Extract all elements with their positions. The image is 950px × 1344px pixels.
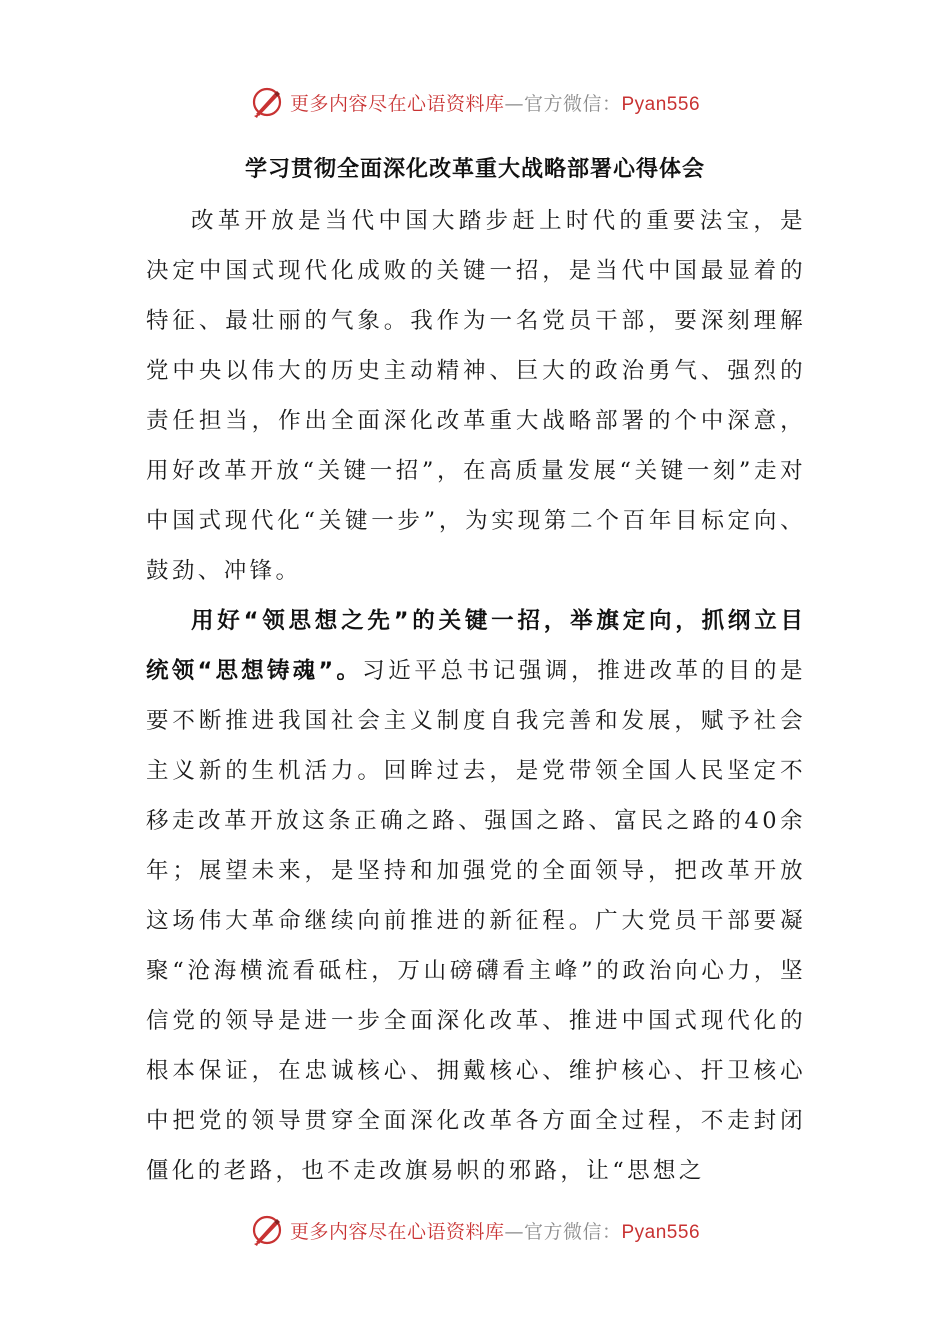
document-title: 学习贯彻全面深化改革重大战略部署心得体会 bbox=[244, 157, 705, 182]
footer-wechat-label: 官方微信： bbox=[523, 1220, 622, 1243]
header-dash: — bbox=[504, 92, 524, 115]
paragraph-1: 改革开放是当代中国大踏步赶上时代的重要法宝，是决定中国式现代化成败的关键一招，是当代中国最显着的特征、最壮丽的气象。我作为一名党员干部，要深刻理解党中央以伟大的历史主动精神、巨大的政治勇气、强烈的责任担当，作出全面深化改革重大战略部署的个中深意，用好改革开放“关键一招”，在高质量发展“关键一刻”走对中国式现代化“关键一步”，为实现第二个百年目标定向、鼓劲、冲锋。 bbox=[146, 208, 806, 584]
header-wechat-id: Pyan556 bbox=[621, 93, 701, 115]
footer-wechat-id: Pyan556 bbox=[621, 1221, 701, 1243]
paragraph-2-body: 习近平总书记强调，推进改革的目的是要不断推进我国社会主义制度自我完善和发展，赋予社会主义新的生机活力。回眸过去，是党带领全国人民坚定不移走改革开放这条正确之路、强国之路、富民之路的40余年；展望未来，是坚持和加强党的全面领导，把改革开放这场伟大革命继续向前推进的新征程。广大党员干部要凝聚“沧海横流看砥柱，万山磅礴看主峰”的政治向心力，坚信党的领导是进一步全面深化改革、推进中国式现代化的根本保证，在忠诚核心、拥戴核心、维护核心、扞卫核心中把党的领导贯穿全面深化改革各方面全过程，不走封闭僵化的老路，也不走改旗易帜的邪路，让“思想之 bbox=[146, 658, 807, 1184]
pen-circle-logo-icon bbox=[250, 85, 284, 119]
footer-dash: — bbox=[504, 1220, 524, 1243]
header-banner bbox=[0, 80, 950, 124]
document-body bbox=[146, 196, 806, 1196]
header-site-text: 更多内容尽在心语资料库 bbox=[289, 92, 505, 115]
footer-site-text: 更多内容尽在心语资料库 bbox=[289, 1220, 505, 1243]
footer-banner bbox=[0, 1208, 950, 1252]
header-wechat-label: 官方微信： bbox=[523, 92, 622, 115]
paragraph-2-lead: 用好“领思想之先”的关键一招，举旗定向，抓纲立目统领“思想铸魂”。 bbox=[146, 608, 806, 684]
header-banner-text bbox=[290, 89, 700, 116]
pen-circle-logo-icon bbox=[250, 1213, 284, 1247]
footer-banner-text bbox=[290, 1217, 700, 1244]
footer-banner-content bbox=[250, 1213, 700, 1247]
paragraph-2 bbox=[146, 596, 806, 1196]
header-banner-content bbox=[250, 85, 700, 119]
